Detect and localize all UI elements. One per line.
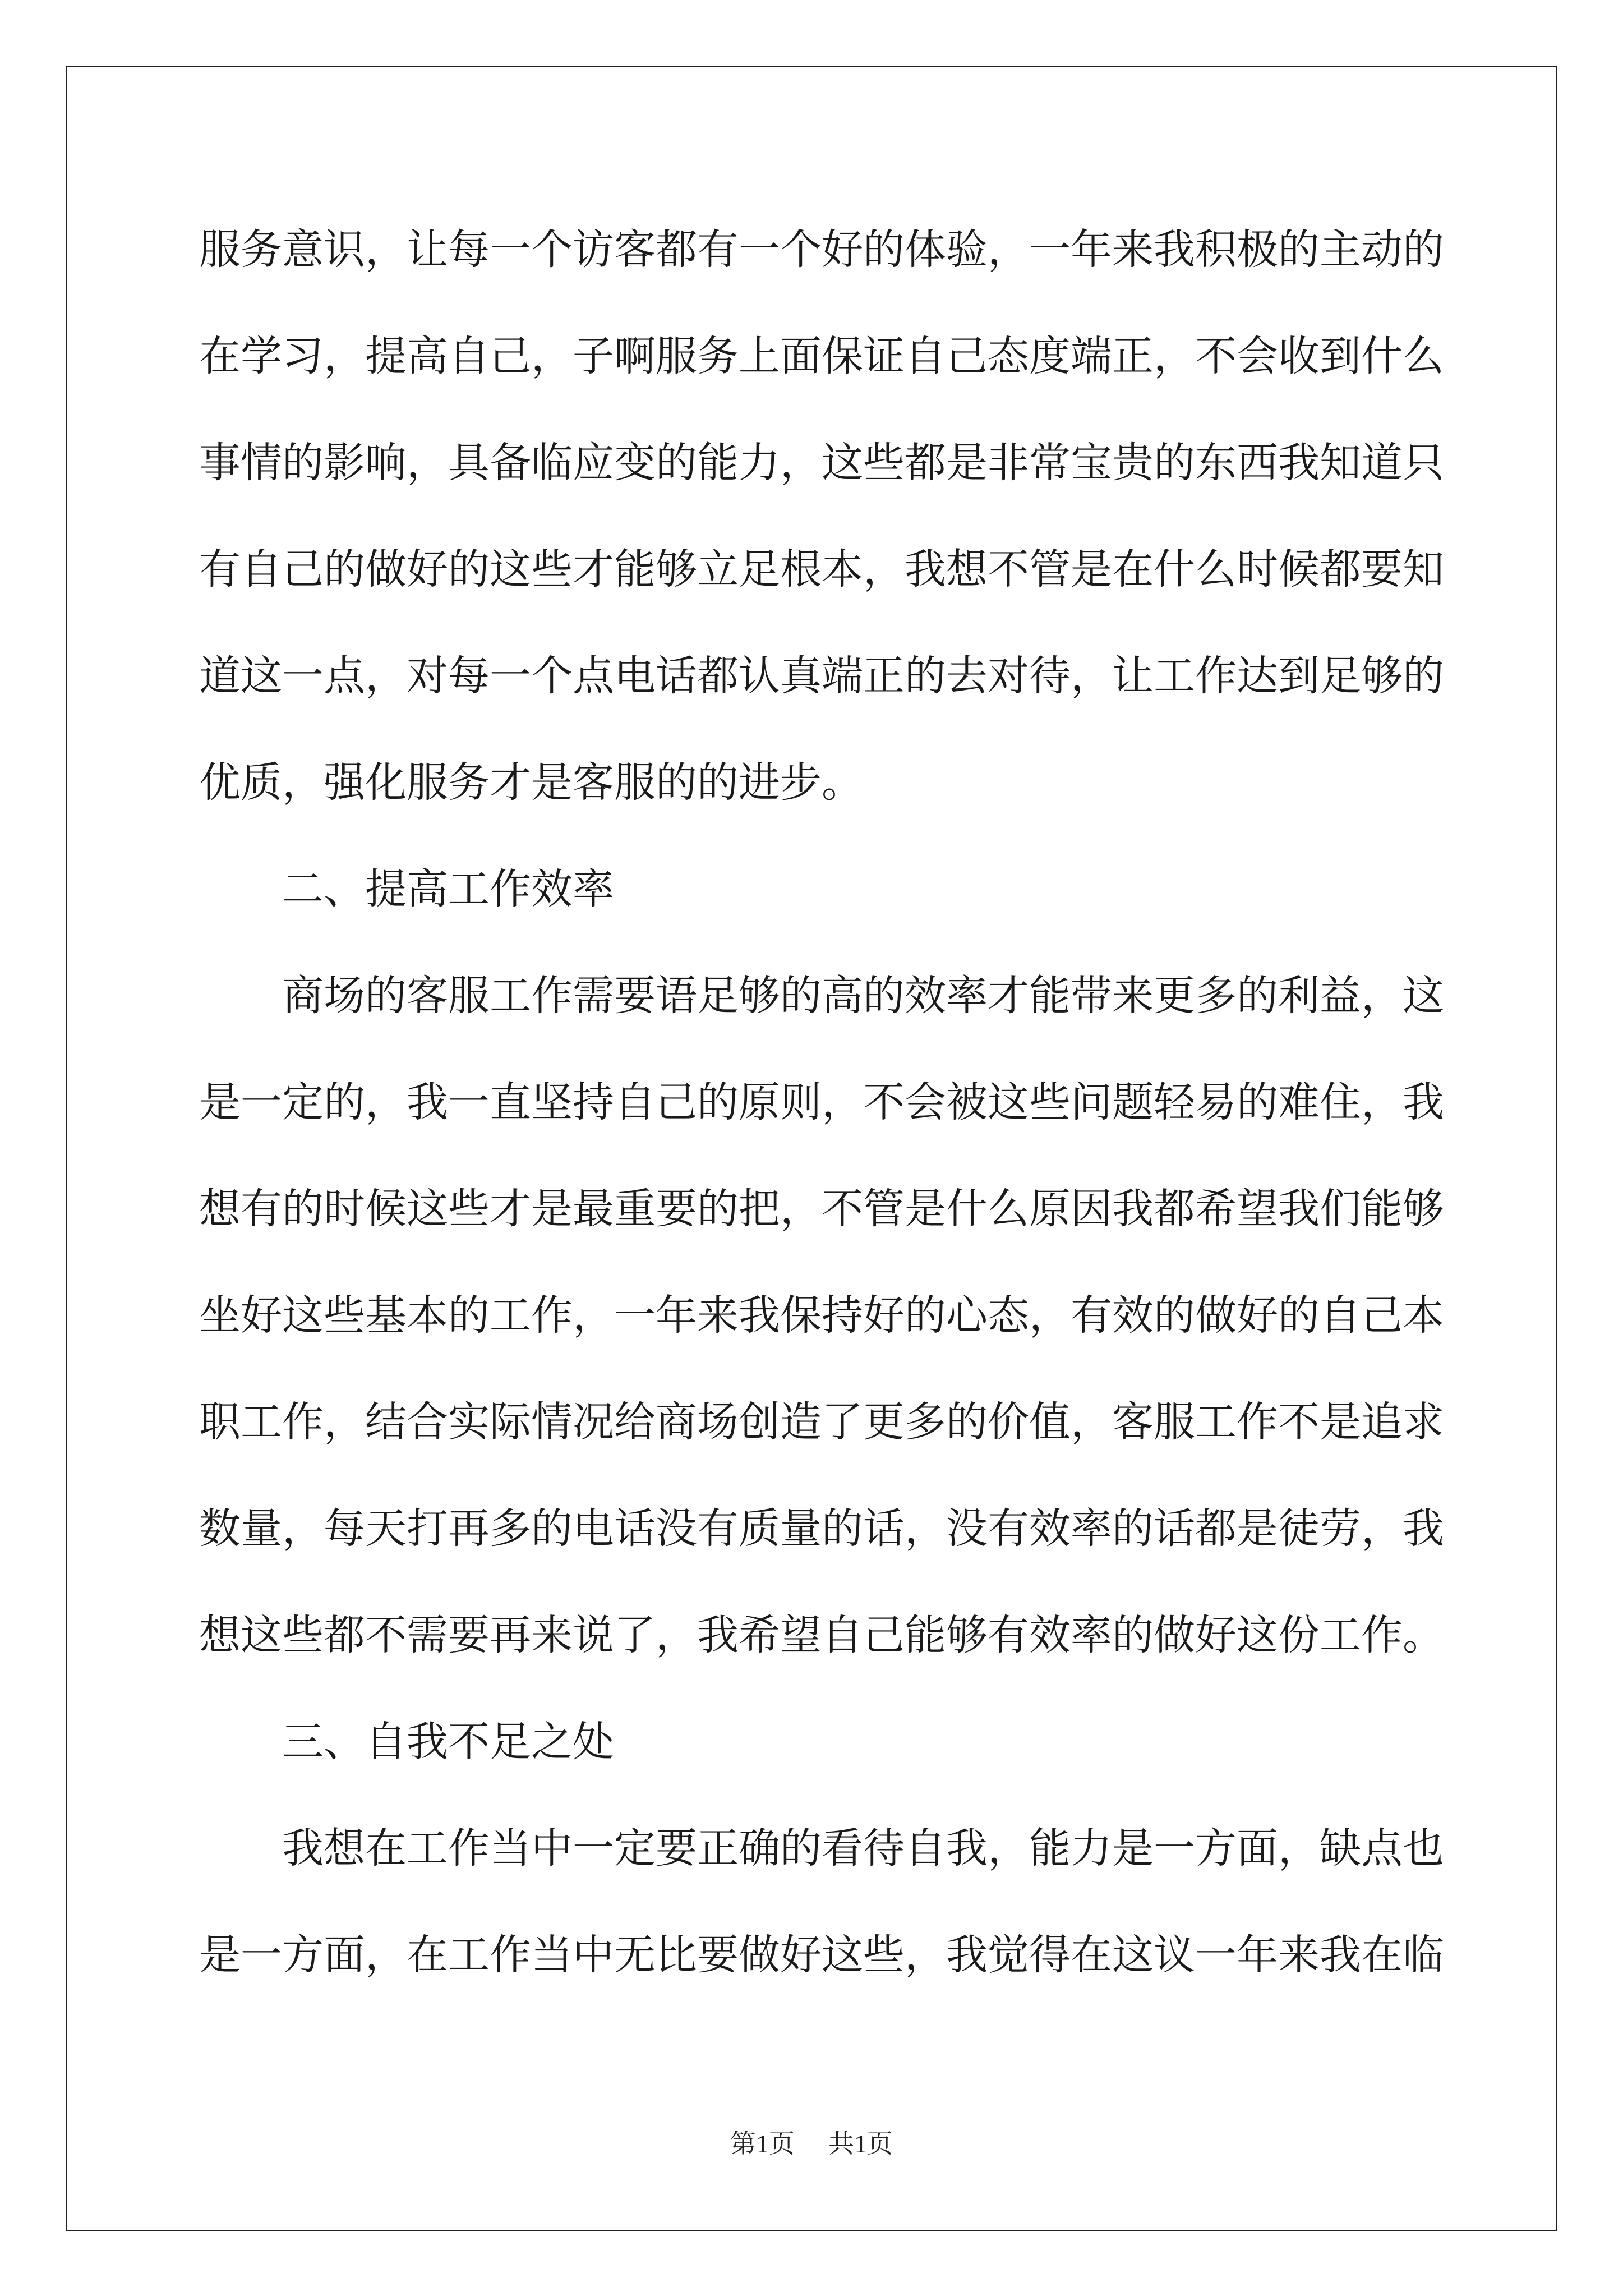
paragraph-line: 是一方面，在工作当中无比要做好这些，我觉得在这议一年来我在临: [199, 1931, 1444, 1979]
paragraph-line: 坐好这些基本的工作，一年来我保持好的心态，有效的做好的自己本: [199, 1291, 1444, 1340]
paragraph-line: 服务意识，让每一个访客都有一个好的体验，一年来我积极的主动的: [199, 226, 1444, 274]
page-footer: [0, 2123, 1623, 2160]
section-heading: 三、自我不足之处: [282, 1718, 614, 1766]
paragraph-line: 是一定的，我一直坚持自己的原则，不会被这些问题轻易的难住，我: [199, 1078, 1444, 1126]
section-heading: 二、提高工作效率: [282, 865, 614, 913]
paragraph-line: 优质，强化服务才是客服的的进步。: [199, 758, 863, 807]
paragraph-line: 有自己的做好的这些才能够立足根本，我想不管是在什么时候都要知: [199, 545, 1444, 593]
paragraph-line: 事情的影响，具备临应变的能力，这些都是非常宝贵的东西我知道只: [199, 439, 1444, 487]
page-total: 共1页: [828, 2129, 893, 2158]
paragraph-line: 在学习，提高自己，子啊服务上面保证自己态度端正，不会收到什么: [199, 332, 1444, 380]
paragraph-line: 想有的时候这些才是最重要的把，不管是什么原因我都希望我们能够: [199, 1185, 1444, 1233]
paragraph-line: 我想在工作当中一定要正确的看待自我，能力是一方面，缺点也: [282, 1824, 1444, 1872]
paragraph-line: 道这一点，对每一个点电话都认真端正的去对待，让工作达到足够的: [199, 652, 1444, 700]
paragraph-line: 想这些都不需要再来说了，我希望自己能够有效率的做好这份工作。: [199, 1611, 1444, 1659]
paragraph-line: 职工作，结合实际情况给商场创造了更多的价值，客服工作不是追求: [199, 1398, 1444, 1446]
page-number: 第1页: [730, 2129, 795, 2158]
paragraph-line: 商场的客服工作需要语足够的高的效率才能带来更多的利益，这: [282, 972, 1444, 1020]
document-body: [199, 216, 1444, 2028]
paragraph-line: 数量，每天打再多的电话没有质量的话，没有效率的话都是徒劳，我: [199, 1504, 1444, 1553]
